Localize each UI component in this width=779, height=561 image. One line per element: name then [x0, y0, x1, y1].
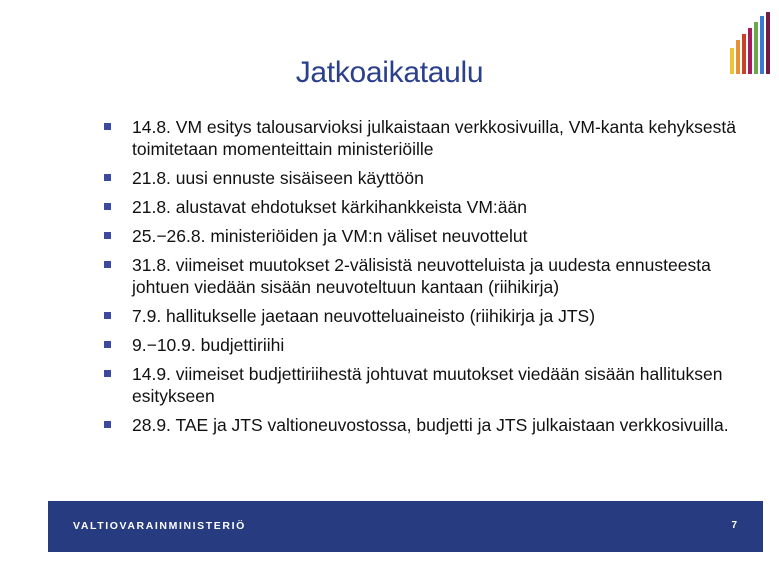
- bullet-list: [104, 116, 744, 443]
- list-item-text: 21.8. uusi ennuste sisäiseen käyttöön: [132, 168, 424, 188]
- list-item: [104, 254, 744, 298]
- list-item: [104, 305, 744, 327]
- list-item: [104, 334, 744, 356]
- bullet-icon: [104, 421, 111, 428]
- list-item: [104, 414, 744, 436]
- list-item: [104, 167, 744, 189]
- list-item: [104, 225, 744, 247]
- organization-name: VALTIOVARAINMINISTERIÖ: [73, 520, 246, 532]
- bullet-icon: [104, 370, 111, 377]
- list-item-text: 28.9. TAE ja JTS valtioneuvostossa, budjetti ja JTS julkaistaan verkkosivuilla.: [132, 415, 729, 435]
- bullet-icon: [104, 232, 111, 239]
- bullet-icon: [104, 203, 111, 210]
- list-item-text: 21.8. alustavat ehdotukset kärkihankkeista VM:ään: [132, 197, 527, 217]
- list-item-text: 9.−10.9. budjettiriihi: [132, 335, 285, 355]
- bullet-icon: [104, 341, 111, 348]
- list-item-text: 14.8. VM esitys talousarvioksi julkaistaan verkkosivuilla, VM-kanta kehyksestä toimitetaan momenteittain ministeriöille: [132, 117, 736, 159]
- list-item-text: 31.8. viimeiset muutokset 2-välisistä neuvotteluista ja uudesta ennusteesta johtuen viedään sisään neuvoteltuun kantaan (riihikirja): [132, 255, 711, 297]
- list-item-text: 25.−26.8. ministeriöiden ja VM:n väliset neuvottelut: [132, 226, 528, 246]
- list-item: [104, 196, 744, 218]
- footer-bar: [48, 501, 763, 552]
- bullet-icon: [104, 123, 111, 130]
- page-number: 7: [731, 520, 737, 531]
- bullet-icon: [104, 261, 111, 268]
- list-item-text: 7.9. hallitukselle jaetaan neuvotteluaineisto (riihikirja ja JTS): [132, 306, 596, 326]
- slide-title: Jatkoaikataulu: [295, 56, 484, 89]
- bullet-icon: [104, 312, 111, 319]
- list-item: [104, 116, 744, 160]
- list-item-text: 14.9. viimeiset budjettiriihestä johtuvat muutokset viedään sisään hallituksen esitykseen: [132, 364, 723, 406]
- bullet-icon: [104, 174, 111, 181]
- list-item: [104, 363, 744, 407]
